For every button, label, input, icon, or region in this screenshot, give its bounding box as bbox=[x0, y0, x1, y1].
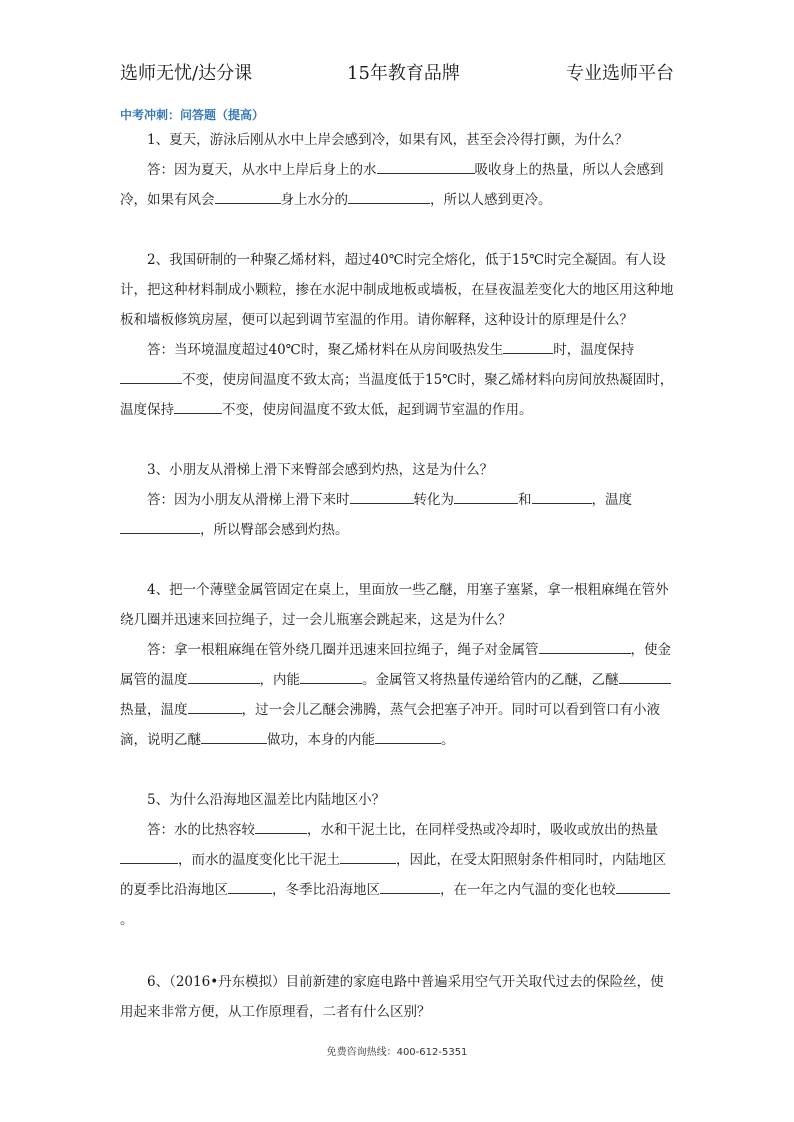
answer-text: 答：当环境温度超过40℃时，聚乙烯材料在从房间吸热发生 bbox=[147, 342, 504, 358]
answer-blank[interactable] bbox=[228, 878, 272, 894]
answer-blank[interactable] bbox=[503, 338, 553, 354]
answer-blank[interactable] bbox=[201, 728, 267, 744]
answer-text: ，所以臀部会感到灼热。 bbox=[200, 522, 349, 538]
answer-text: ，因此，在受太阳照射条件相同时，内陆地区的夏季比沿海地区 bbox=[120, 852, 666, 898]
answer-blank[interactable] bbox=[532, 488, 592, 504]
answer-text: 身上水分的 bbox=[280, 192, 348, 208]
answer-text: 不变，使房间温度不致太低，起到调节室温的作用。 bbox=[222, 402, 533, 418]
answer-text: 答：因为夏天，从水中上岸后身上的水 bbox=[147, 162, 377, 178]
answer-text: ，冬季比沿海地区 bbox=[272, 882, 380, 898]
answer-blank[interactable] bbox=[120, 848, 178, 864]
answer-blank[interactable] bbox=[120, 518, 200, 534]
header-brand: 选师无忧/达分课 bbox=[120, 63, 253, 84]
answer-text: 答：拿一根粗麻绳在管外绕几圈并迅速来回拉绳子，绳子对金属管 bbox=[147, 642, 539, 658]
answer-blank[interactable] bbox=[380, 878, 440, 894]
section-title: 中考冲刺：问答题（提高） bbox=[120, 108, 265, 122]
answer-blank[interactable] bbox=[255, 818, 307, 834]
answer-text: ，过一会儿乙醚会沸腾，蒸气会把塞子冲开。同时可以看到管口有小液滴，说明乙醚 bbox=[120, 702, 660, 748]
answer-text: 答：水的比热容较 bbox=[147, 822, 255, 838]
page-header bbox=[120, 60, 674, 88]
answer-blank[interactable] bbox=[300, 668, 362, 684]
answer-text: 吸收身上的热量，所以人会感到冷，如果有风会 bbox=[120, 162, 664, 208]
answer-text: 。 bbox=[441, 732, 455, 748]
answer-text: ，在一年之内气温的变化也较 bbox=[440, 882, 616, 898]
answer-blank[interactable] bbox=[174, 398, 222, 414]
footer-hotline: 免费咨询热线：400-612-5351 bbox=[326, 1047, 468, 1058]
header-tagline: 15年教育品牌 bbox=[347, 63, 460, 84]
question-2: 2、我国研制的一种聚乙烯材料，超过40℃时完全熔化，低于15℃时完全凝固。有人设计，把这种材料制成小颗粒，掺在水泥中制成地板或墙板，在昼夜温差变化大的地区用这种地板和墙板修筑房屋，便可以起到调节室温的作用。请你解释，这种设计的原理是什么？ bbox=[120, 252, 674, 328]
answer-blank[interactable] bbox=[348, 188, 430, 204]
answer-blank[interactable] bbox=[340, 848, 396, 864]
answer-text: 时，温度保持 bbox=[553, 342, 635, 358]
answer-blank[interactable] bbox=[377, 158, 475, 174]
answer-text: ，所以人感到更冷。 bbox=[430, 192, 552, 208]
answer-text: ，使金属管的温度 bbox=[120, 642, 671, 688]
answer-text: ，而水的温度变化比干泥土 bbox=[178, 852, 340, 868]
answer-blank[interactable] bbox=[120, 368, 182, 384]
answer-text: 做功，本身的内能 bbox=[267, 732, 375, 748]
answer-blank[interactable] bbox=[188, 668, 260, 684]
answer-text: ，水和干泥土比，在同样受热或冷却时，吸收或放出的热量 bbox=[307, 822, 658, 838]
answer-text: 和 bbox=[518, 492, 532, 508]
header-slogan: 专业选师平台 bbox=[566, 63, 674, 84]
answer-text: ，温度 bbox=[591, 492, 632, 508]
answer-text: 答：因为小朋友从滑梯上滑下来时 bbox=[147, 492, 350, 508]
answer-5 bbox=[120, 815, 674, 935]
question-4: 4、把一个薄壁金属管固定在桌上，里面放一些乙醚，用塞子塞紧，拿一根粗麻绳在管外绕几圈并迅速来回拉绳子，过一会儿瓶塞会跳起来，这是为什么？ bbox=[120, 582, 669, 628]
answer-2 bbox=[120, 335, 674, 425]
answer-blank[interactable] bbox=[619, 668, 671, 684]
answer-text: 转化为 bbox=[413, 492, 454, 508]
answer-text: 不变，使房间温度不致太高；当温度低于15℃时，聚乙烯材料向房间放热凝固时，温度保持 bbox=[120, 372, 674, 418]
answer-blank[interactable] bbox=[539, 638, 631, 654]
answer-text: ，内能 bbox=[259, 672, 300, 688]
question-list bbox=[120, 125, 674, 1027]
answer-blank[interactable] bbox=[350, 488, 414, 504]
answer-blank[interactable] bbox=[454, 488, 518, 504]
question-5: 5、为什么沿海地区温差比内陆地区小？ bbox=[147, 792, 386, 808]
answer-3 bbox=[120, 485, 674, 545]
question-3: 3、小朋友从滑梯上滑下来臀部会感到灼热，这是为什么？ bbox=[147, 462, 494, 478]
answer-text: 。 bbox=[120, 912, 134, 928]
question-1: 1、夏天，游泳后刚从水中上岸会感到冷，如果有风，甚至会冷得打颤，为什么？ bbox=[147, 132, 629, 148]
answer-text: 热量，温度 bbox=[120, 702, 188, 718]
answer-blank[interactable] bbox=[215, 188, 281, 204]
answer-blank[interactable] bbox=[616, 878, 670, 894]
answer-blank[interactable] bbox=[375, 728, 441, 744]
question-6: 6、（2016•丹东模拟）目前新建的家庭电路中普遍采用空气开关取代过去的保险丝，使用起来非常方便，从工作原理看，二者有什么区别？ bbox=[120, 974, 664, 1020]
answer-4 bbox=[120, 635, 674, 755]
answer-text: 。金属管又将热量传递给管内的乙醚，乙醚 bbox=[362, 672, 619, 688]
answer-blank[interactable] bbox=[188, 698, 242, 714]
answer-1 bbox=[120, 155, 674, 215]
